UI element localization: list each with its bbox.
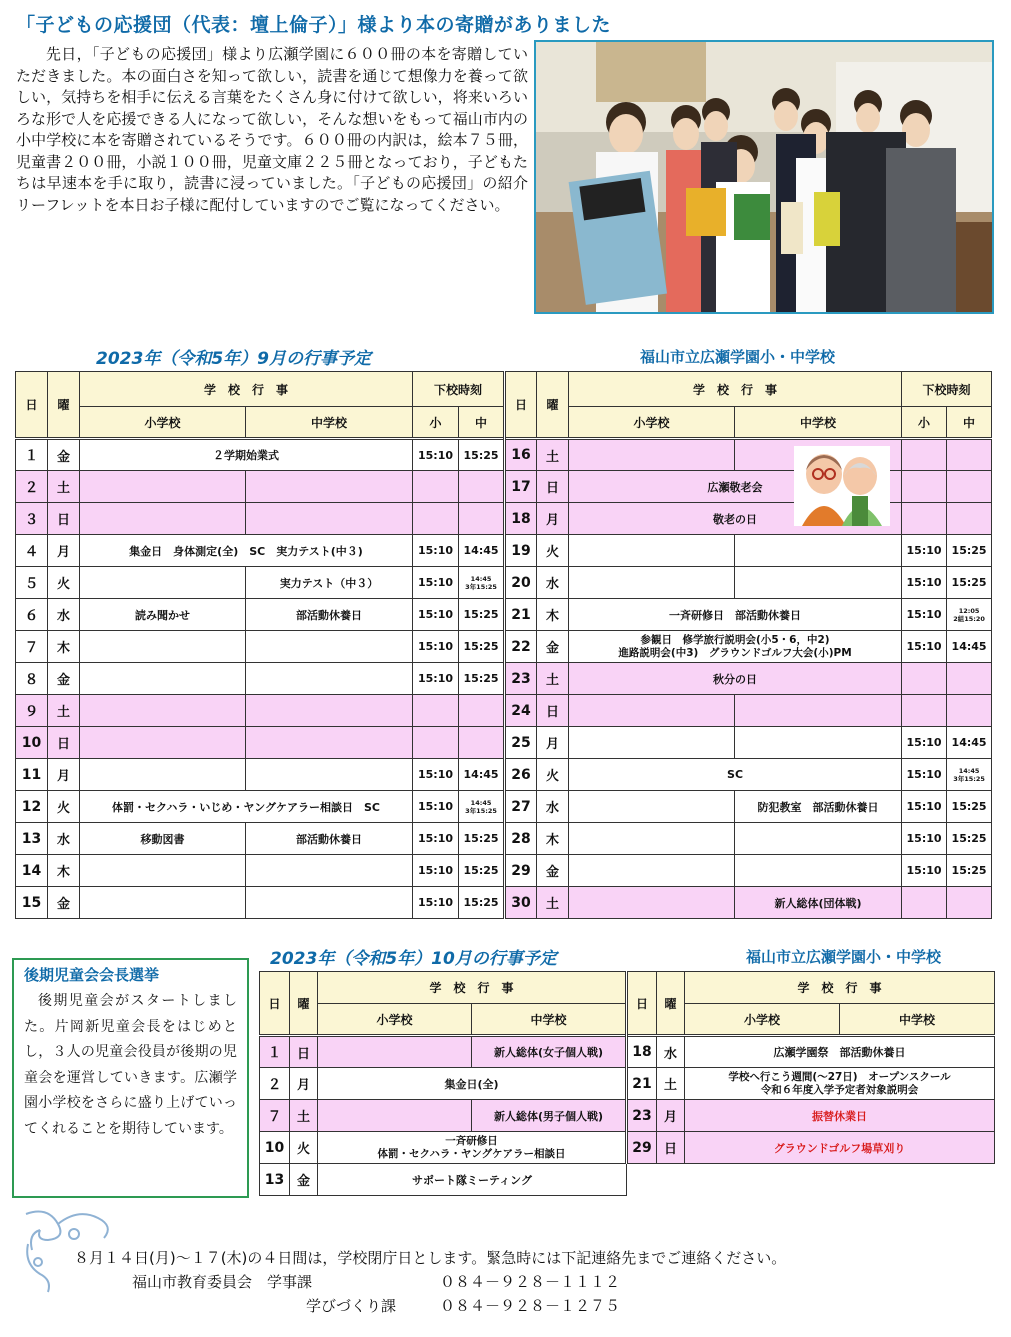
dismiss-junior-high [947, 887, 992, 919]
dismiss-junior-high [947, 759, 992, 791]
day-number: 24 [505, 695, 537, 727]
table-row [260, 1132, 995, 1164]
day-number: 26 [505, 759, 537, 791]
dismiss-line: 3年15:25 [953, 774, 985, 783]
day-number: 25 [505, 727, 537, 759]
dismiss-junior-high [459, 791, 505, 823]
hdr-day: 日 [505, 372, 537, 439]
event-both: 集金日(全) [318, 1068, 627, 1100]
dismiss-junior-high: 14:45 [459, 535, 505, 567]
hdr-dismissal: 下校時刻 [413, 372, 505, 407]
event-junior-high [246, 663, 413, 695]
event-elementary [80, 503, 246, 535]
dismiss-junior-high: 15:25 [459, 631, 505, 663]
dismiss-elementary [413, 471, 459, 503]
hdr-m: 中 [459, 407, 505, 439]
event-elementary [569, 439, 735, 471]
oct-hdr-junior-high: 中学校 [840, 1004, 995, 1036]
dismiss-junior-high: 15:25 [459, 439, 505, 471]
dismiss-elementary: 15:10 [413, 663, 459, 695]
event-junior-high: 新人総体(女子個人戦) [472, 1036, 627, 1068]
election-body: 後期児童会がスタートしました。片岡新児童会長をはじめとし，３人の児童会役員が後期の児童会を運営していきます。広瀬学園小学校をさらに盛り上げていってくれることを期待しています。 [24, 993, 237, 1137]
weekday: 土 [48, 695, 80, 727]
event-both: 集金日 身体測定(全) SC 実力テスト(中３) [80, 535, 413, 567]
event-photo [534, 40, 994, 314]
event-both: SC [569, 759, 902, 791]
dismiss-elementary [902, 887, 947, 919]
weekday: 木 [537, 599, 569, 631]
table-row [16, 567, 992, 599]
event-line: 参観日 修学旅行説明会(小5・6，中2) [640, 633, 830, 646]
day-number: 12 [16, 791, 48, 823]
event-both [318, 1132, 627, 1164]
dismiss-junior-high: 15:25 [459, 663, 505, 695]
oct-school-name: 福山市立広瀬学園小・中学校 [746, 948, 942, 966]
table-row [260, 1036, 995, 1068]
day-number: 16 [505, 439, 537, 471]
contact-tel-2: ０８４－９２８－１２７５ [440, 1297, 621, 1315]
event-elementary [80, 855, 246, 887]
event-junior-high [246, 887, 413, 919]
day-number: 19 [505, 535, 537, 567]
dismiss-elementary: 15:10 [902, 567, 947, 599]
dismiss-junior-high: 15:25 [947, 567, 992, 599]
event-elementary [80, 759, 246, 791]
table-row [16, 791, 992, 823]
event-both: 一斉研修日 部活動休養日 [569, 599, 902, 631]
table-row [16, 887, 992, 919]
weekday: 月 [48, 535, 80, 567]
dismiss-elementary: 15:10 [413, 887, 459, 919]
oct-hdr-weekday: 曜 [290, 972, 318, 1036]
day-number: 17 [505, 471, 537, 503]
weekday: 火 [48, 567, 80, 599]
dismiss-elementary: 15:10 [413, 823, 459, 855]
event-both: ２学期始業式 [80, 439, 413, 471]
day-number: 18 [505, 503, 537, 535]
dismiss-elementary: 15:10 [413, 631, 459, 663]
dismiss-elementary [413, 695, 459, 727]
hdr-s: 小 [902, 407, 947, 439]
day-number: 21 [627, 1068, 657, 1100]
day-number: ５ [16, 567, 48, 599]
event-elementary: 読み聞かせ [80, 599, 246, 631]
dismiss-junior-high: 15:25 [459, 599, 505, 631]
weekday: 土 [48, 471, 80, 503]
weekday: 日 [48, 727, 80, 759]
table-row [16, 695, 992, 727]
hdr-events: 学 校 行 事 [80, 372, 413, 407]
dismiss-junior-high: 15:25 [459, 887, 505, 919]
dismiss-junior-high [459, 567, 505, 599]
oct-hdr-day: 日 [260, 972, 290, 1036]
dismiss-line: 14:45 [958, 766, 980, 775]
dismiss-junior-high [459, 727, 505, 759]
event-elementary [569, 727, 735, 759]
event-elementary [318, 1100, 472, 1132]
event-elementary [80, 887, 246, 919]
dismiss-elementary [902, 663, 947, 695]
day-number: 15 [16, 887, 48, 919]
day-number: 20 [505, 567, 537, 599]
dismiss-elementary: 15:10 [413, 567, 459, 599]
day-number: 28 [505, 823, 537, 855]
weekday: 火 [537, 759, 569, 791]
dismiss-junior-high [947, 599, 992, 631]
event-junior-high [735, 855, 902, 887]
dismiss-junior-high [947, 663, 992, 695]
weekday: 金 [48, 887, 80, 919]
event-junior-high [246, 631, 413, 663]
oct-hdr-junior-high: 中学校 [472, 1004, 627, 1036]
elderly-couple-illustration [794, 446, 890, 526]
weekday: 金 [290, 1164, 318, 1196]
weekday: 月 [657, 1100, 685, 1132]
event-elementary [569, 567, 735, 599]
hdr-day: 日 [16, 372, 48, 439]
table-row [16, 855, 992, 887]
oct-title: 2023年（令和5年）10月の行事予定 [270, 949, 557, 969]
day-number: 11 [16, 759, 48, 791]
event-line: 令和６年度入学予定者対象説明会 [760, 1083, 919, 1096]
event-both: グラウンドゴルフ場草刈り [685, 1132, 995, 1164]
event-elementary [569, 823, 735, 855]
dismiss-junior-high [947, 503, 992, 535]
hdr-events: 学 校 行 事 [569, 372, 902, 407]
event-junior-high: 防犯教室 部活動休養日 [735, 791, 902, 823]
event-junior-high: 部活動休養日 [246, 599, 413, 631]
hdr-junior-high: 中学校 [735, 407, 902, 439]
dismiss-junior-high: 14:45 [947, 727, 992, 759]
event-elementary [80, 695, 246, 727]
election-notice [12, 958, 249, 1198]
hdr-junior-high: 中学校 [246, 407, 413, 439]
weekday: 日 [537, 695, 569, 727]
day-number: 18 [627, 1036, 657, 1068]
event-both [569, 631, 902, 663]
dismiss-elementary: 15:10 [902, 855, 947, 887]
event-junior-high [735, 695, 902, 727]
event-both: 広瀬敬老会 [569, 471, 902, 503]
day-number: １ [16, 439, 48, 471]
event-elementary [569, 695, 735, 727]
hdr-dismissal: 下校時刻 [902, 372, 992, 407]
oct-schedule-table [259, 971, 995, 1196]
dismiss-line: 14:45 [470, 798, 492, 807]
dismiss-line: 14:45 [470, 574, 492, 583]
event-line: 学校へ行こう週間(～27日) オープンスクール [728, 1070, 951, 1083]
weekday: 水 [537, 791, 569, 823]
table-row [16, 663, 992, 695]
dismiss-elementary: 15:10 [902, 535, 947, 567]
sept-school-name: 福山市立広瀬学園小・中学校 [640, 348, 836, 366]
day-number: 10 [16, 727, 48, 759]
dismiss-junior-high: 15:25 [947, 855, 992, 887]
weekday: 日 [537, 471, 569, 503]
weekday: 水 [537, 567, 569, 599]
table-row [260, 1164, 995, 1196]
dismiss-elementary [902, 439, 947, 471]
day-number: ７ [16, 631, 48, 663]
weekday: 日 [48, 503, 80, 535]
event-both [685, 1068, 995, 1100]
table-row [16, 535, 992, 567]
event-junior-high [735, 823, 902, 855]
dismiss-elementary: 15:10 [902, 823, 947, 855]
closure-notice: ８月１４日(月)～１７(木)の４日間は，学校閉庁日とします。緊急時には下記連絡先までご連絡ください。 [74, 1249, 787, 1267]
oct-hdr-events: 学 校 行 事 [318, 972, 627, 1004]
dismiss-line: 12:05 [958, 606, 980, 615]
event-elementary [318, 1036, 472, 1068]
hdr-elementary: 小学校 [569, 407, 735, 439]
event-junior-high [246, 471, 413, 503]
table-row [16, 823, 992, 855]
day-number: ２ [16, 471, 48, 503]
day-number: 13 [260, 1164, 290, 1196]
dismiss-elementary: 15:10 [902, 631, 947, 663]
dismiss-junior-high: 14:45 [459, 759, 505, 791]
dismiss-elementary: 15:10 [413, 791, 459, 823]
weekday: 月 [48, 759, 80, 791]
weekday: 火 [290, 1132, 318, 1164]
dismiss-elementary: 15:10 [902, 727, 947, 759]
weekday: 月 [537, 727, 569, 759]
dismiss-line: 2組15:20 [953, 614, 985, 623]
table-row [16, 727, 992, 759]
dismiss-elementary: 15:10 [413, 439, 459, 471]
event-elementary [80, 663, 246, 695]
weekday: 水 [48, 599, 80, 631]
hdr-weekday: 曜 [537, 372, 569, 439]
day-number: 27 [505, 791, 537, 823]
day-number: 23 [627, 1100, 657, 1132]
event-junior-high: 実力テスト（中３） [246, 567, 413, 599]
event-line: 進路説明会(中3) グラウンドゴルフ大会(小)PM [618, 646, 852, 659]
dismiss-junior-high: 15:25 [459, 823, 505, 855]
weekday: 月 [537, 503, 569, 535]
event-junior-high [246, 759, 413, 791]
headline: 「子どもの応援団（代表：壇上倫子）」様より本の寄贈がありました [16, 14, 612, 36]
weekday: 金 [48, 439, 80, 471]
table-row [16, 599, 992, 631]
day-number: 29 [627, 1132, 657, 1164]
day-number: ３ [16, 503, 48, 535]
weekday: 水 [657, 1036, 685, 1068]
event-junior-high [246, 855, 413, 887]
event-elementary [569, 855, 735, 887]
article-body: 先日，「子どもの応援団」様より広瀬学園に６００冊の本を寄贈していただきました。本の面白さを知って欲しい，読書を通じて想像力を養って欲しい，気持ちを相手に伝える言葉をたくさん身に付けて欲しい，将来いろいろな形で人を応援できる人になって欲しい，そんな想いをもって福山市内の小中学校に本を寄贈されているそうです。６００冊の内訳は，絵本７５冊，児童書２００冊，小説１００冊，児童文庫２２５冊となっており，子どもたちは早速本を手に取り，読書に浸っていました。「子どもの応援団」の紹介リーフレットを本日お子様に配付していますのでご覧になってください。 [16, 45, 528, 214]
day-number: 22 [505, 631, 537, 663]
dismiss-junior-high [947, 471, 992, 503]
weekday: 木 [537, 823, 569, 855]
event-both: 体罰・セクハラ・いじめ・ヤングケアラー相談日 SC [80, 791, 413, 823]
dismiss-elementary [902, 471, 947, 503]
event-junior-high [246, 503, 413, 535]
oct-hdr-events: 学 校 行 事 [685, 972, 995, 1004]
day-number: 21 [505, 599, 537, 631]
event-both: サポート隊ミーティング [318, 1164, 627, 1196]
dismiss-junior-high [459, 695, 505, 727]
contact-org-1: 福山市教育委員会 学事課 [132, 1273, 313, 1291]
weekday: 木 [48, 855, 80, 887]
event-junior-high: 新人総体(男子個人戦) [472, 1100, 627, 1132]
dismiss-junior-high: 15:25 [947, 823, 992, 855]
weekday: 日 [657, 1132, 685, 1164]
contact-tel-1: ０８４－９２８－１１１２ [440, 1273, 621, 1291]
day-number: 14 [16, 855, 48, 887]
event-junior-high [735, 727, 902, 759]
contact-org-2: 学びづくり課 [306, 1297, 397, 1315]
dismiss-elementary: 15:10 [902, 791, 947, 823]
dismiss-elementary: 15:10 [413, 855, 459, 887]
oct-hdr-elementary: 小学校 [318, 1004, 472, 1036]
dismiss-junior-high: 15:25 [947, 791, 992, 823]
event-elementary [80, 471, 246, 503]
oct-hdr-elementary: 小学校 [685, 1004, 840, 1036]
event-junior-high [246, 727, 413, 759]
sept-title: 2023年（令和5年）9月の行事予定 [96, 349, 371, 369]
event-line: 一斉研修日 [445, 1134, 498, 1147]
event-elementary [80, 567, 246, 599]
dismiss-junior-high: 15:25 [459, 855, 505, 887]
election-title: 後期児童会会長選挙 [24, 966, 160, 984]
dismiss-junior-high [947, 695, 992, 727]
dismiss-elementary: 15:10 [902, 759, 947, 791]
table-row [260, 1100, 995, 1132]
table-row [260, 1068, 995, 1100]
event-junior-high: 新人総体(団体戦) [735, 887, 902, 919]
day-number: 10 [260, 1132, 290, 1164]
day-number: ６ [16, 599, 48, 631]
event-both: 秋分の日 [569, 663, 902, 695]
event-junior-high [246, 695, 413, 727]
dismiss-junior-high [459, 471, 505, 503]
weekday: 月 [290, 1068, 318, 1100]
event-junior-high [735, 567, 902, 599]
day-number: ７ [260, 1100, 290, 1132]
weekday: 火 [48, 791, 80, 823]
table-row [16, 759, 992, 791]
weekday: 金 [48, 663, 80, 695]
day-number: ８ [16, 663, 48, 695]
hdr-s: 小 [413, 407, 459, 439]
weekday: 土 [657, 1068, 685, 1100]
dismiss-elementary: 15:10 [902, 599, 947, 631]
day-number: 30 [505, 887, 537, 919]
oct-hdr-day: 日 [627, 972, 657, 1036]
dismiss-elementary [413, 727, 459, 759]
dismiss-elementary: 15:10 [413, 535, 459, 567]
day-number: １ [260, 1036, 290, 1068]
event-junior-high: 部活動休養日 [246, 823, 413, 855]
event-elementary [569, 791, 735, 823]
hdr-weekday: 曜 [48, 372, 80, 439]
event-elementary: 移動図書 [80, 823, 246, 855]
dismiss-junior-high: 15:25 [947, 535, 992, 567]
weekday: 土 [290, 1100, 318, 1132]
day-number: 29 [505, 855, 537, 887]
table-row [16, 631, 992, 663]
weekday: 土 [537, 439, 569, 471]
weekday: 金 [537, 631, 569, 663]
day-number: 13 [16, 823, 48, 855]
event-elementary [80, 727, 246, 759]
weekday: 金 [537, 855, 569, 887]
dismiss-junior-high [459, 503, 505, 535]
event-both: 振替休業日 [685, 1100, 995, 1132]
hdr-m: 中 [947, 407, 992, 439]
event-elementary [569, 535, 735, 567]
weekday: 日 [290, 1036, 318, 1068]
event-elementary [569, 887, 735, 919]
dismiss-elementary [413, 503, 459, 535]
day-number: ４ [16, 535, 48, 567]
weekday: 水 [48, 823, 80, 855]
oct-hdr-weekday: 曜 [657, 972, 685, 1036]
event-line: 体罰・セクハラ・ヤングケアラー相談日 [377, 1147, 566, 1160]
hdr-elementary: 小学校 [80, 407, 246, 439]
weekday: 火 [537, 535, 569, 567]
dismiss-line: 3年15:25 [465, 806, 497, 815]
weekday: 木 [48, 631, 80, 663]
dismiss-elementary [902, 503, 947, 535]
dismiss-junior-high: 14:45 [947, 631, 992, 663]
event-both: 敬老の日 [569, 503, 902, 535]
dismiss-elementary: 15:10 [413, 759, 459, 791]
event-elementary [80, 631, 246, 663]
dismiss-junior-high [947, 439, 992, 471]
day-number: ９ [16, 695, 48, 727]
day-number: ２ [260, 1068, 290, 1100]
dismiss-elementary: 15:10 [413, 599, 459, 631]
event-both: 広瀬学園祭 部活動休養日 [685, 1036, 995, 1068]
footer-notice [74, 1246, 786, 1318]
weekday: 土 [537, 887, 569, 919]
weekday: 土 [537, 663, 569, 695]
day-number: 23 [505, 663, 537, 695]
dismiss-elementary [902, 695, 947, 727]
event-junior-high [735, 535, 902, 567]
dismiss-line: 3年15:25 [465, 582, 497, 591]
